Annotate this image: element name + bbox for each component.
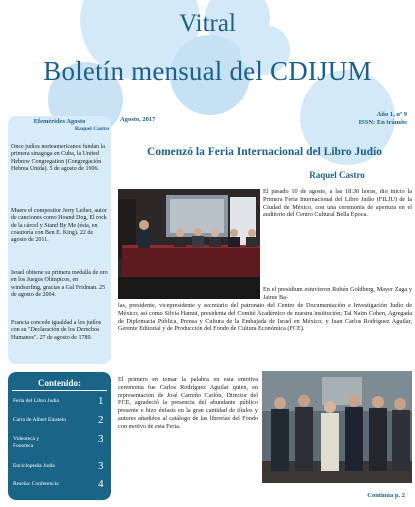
photo-ceremony-panel: [118, 189, 260, 299]
toc-item-page: 3: [98, 433, 104, 445]
contents-divider: [12, 390, 107, 391]
newsletter-name: Vitral: [179, 10, 236, 37]
toc-item-page: 4: [98, 478, 104, 490]
article-paragraph: las, presidente, vicepresidente y secretario del patronato del Centro de Documentación e Investigación Judío de México; así como Silvia Hamui, presidenta del Comité Académico de nuestra institución; Tal Naim Cohen, Agregada de Diplomacia Pública, Prensa y Cultura de la Embajada de Israel en México; y Juan Carlos Rodríguez Aguilar, Gerente Editorial y de Producción del Fondo de Cultura Económica (FCE).: [118, 302, 412, 333]
photo-presidium-image: [262, 371, 412, 483]
toc-item-label[interactable]: Enciclopedia Judía: [13, 463, 55, 469]
toc-item-label[interactable]: Carta de Albert Einstein: [13, 417, 66, 423]
efemeride-item: Francia concede igualdad a los judíos con su "Declaración de los Derechos Humanos". 27 de agosto de 1789.: [11, 320, 102, 341]
issue-info: [359, 111, 407, 127]
toc-item-page: 1: [98, 395, 104, 407]
article-paragraph: En el presídium estuvieron Rubén Goldberg, Mayer Zaga y Jaime Ba-: [263, 286, 412, 301]
efemeride-item: Muere el compositor Jerry Leiber, autor de canciones como Hound Dog, El rock de la cárcel y Stand By Me (ésta, en coautoría con Ben E. King). 22 de agosto de 2011.: [11, 208, 107, 244]
photo-ceremony-image: [118, 189, 260, 299]
issue-date: Agosto, 2017: [120, 116, 156, 123]
toc-item-page: 2: [98, 414, 104, 426]
photo-presidium-panel: [262, 371, 412, 483]
article-paragraph: El pasado 10 de agosto, a las 18:30 horas, dio inicio la Primera Feria Internacional del Libro Judío (FILJU) de la Ciudad de México, con una ceremonia de apertura en el auditorio del Centro Cultural Bella Época.: [263, 188, 412, 219]
contents-heading: Contenido:: [37, 378, 81, 388]
toc-item-label[interactable]: Reseña: Conferencia: [13, 481, 59, 487]
issue-number: Año 1, nº 9: [376, 111, 407, 118]
toc-item-page: 3: [98, 460, 104, 472]
efemeride-item: Once judíos norteamericanos fundan la primera sinagoga en Cuba, la United Hebrew Congregation (Congregación Hebrea Unida). 5 de agosto de 1906.: [11, 144, 105, 172]
newsletter-title: Boletín mensual del CDIJUM: [43, 56, 372, 86]
efemeride-item: Israel obtiene su primera medalla de oro en los Juegos Olímpicos, en windsurfing, gracias a Gal Fridman. 25 de agosto de 2004.: [11, 270, 108, 298]
article-headline: Comenzó la Feria Internacional del Libro Judío: [147, 146, 382, 158]
article-paragraph: El primero en tomar la palabra en esta emotiva ceremonia fue Carlos Rodríguez Aguilar quien, en representación de José Carreño Carlón, Director del FCE, agradeció la presencia del abundante público presente e hizo énfasis en la gran cantidad de títulos y autores añadidos al catálogo de las librerías del Fondo con motivo de esta Feria.: [118, 376, 258, 430]
article-byline: Raquel Castro: [309, 170, 365, 180]
efemerides-author: Raquel Castro: [75, 126, 109, 132]
efemerides-heading: Efemérides Agosto: [33, 118, 86, 125]
toc-item-label[interactable]: Feria del Libro Judío: [13, 398, 60, 404]
toc-item-label[interactable]: Videoteca y Fonoteca: [13, 436, 40, 449]
continued-on-page[interactable]: Continúa p. 2: [367, 492, 405, 499]
issn: ISSN: En trámite: [358, 119, 407, 126]
